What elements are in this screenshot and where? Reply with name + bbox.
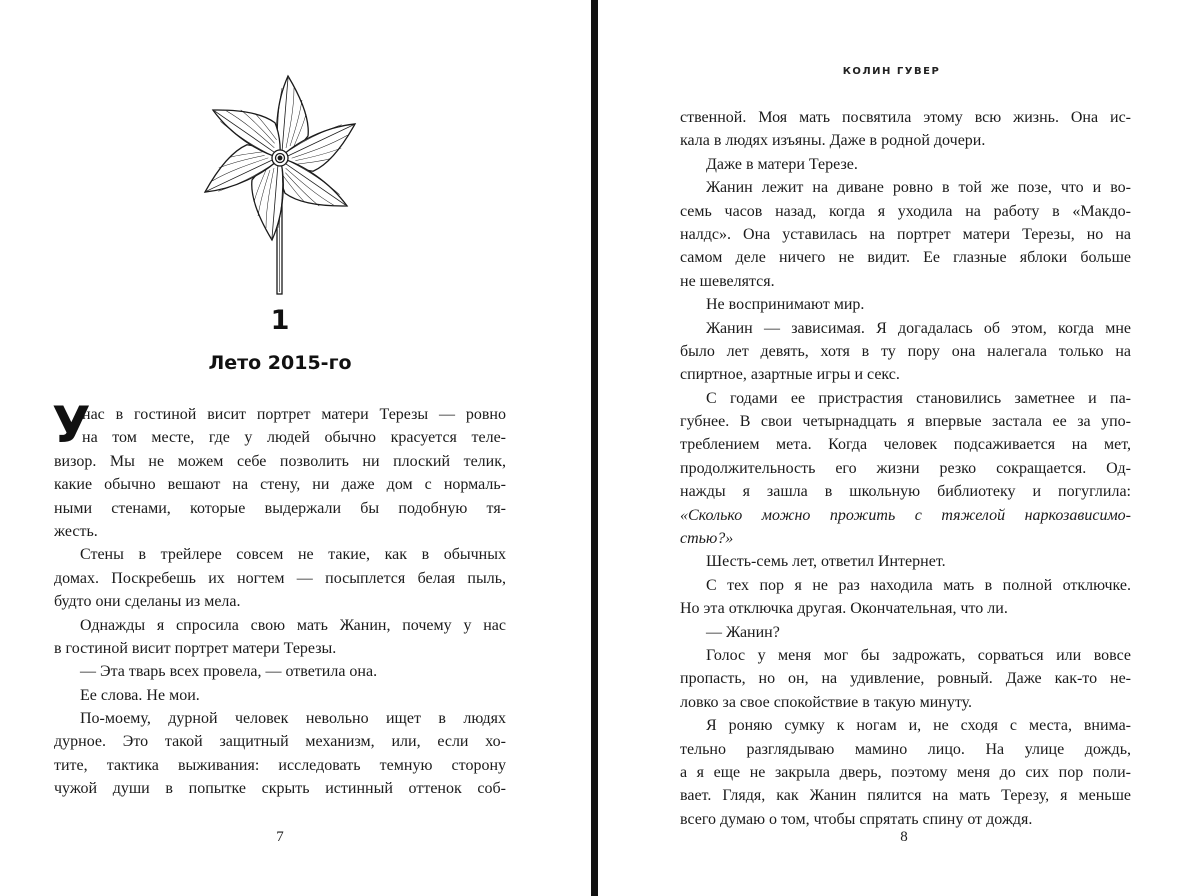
text-line: чужой души в попытке скрыть истинный оттенок соб- xyxy=(54,780,506,798)
text-line: домах. Поскребешь их ногтем — посыплется белая пыль, xyxy=(54,569,506,587)
right-page-text xyxy=(680,106,1131,831)
text-line: не шевелятся. xyxy=(680,272,775,290)
text-line: кала в людях изъяны. Даже в родной дочери. xyxy=(680,132,986,150)
text-line: Не воспринимают мир. xyxy=(706,296,865,314)
text-line: стью?» xyxy=(680,530,734,548)
text-line: нажды я зашла в школьную библиотеку и погуглила: xyxy=(680,483,1131,501)
running-head: КОЛИН ГУВЕР xyxy=(842,66,941,77)
text-line: ловко за свое спокойствие в такую минуту. xyxy=(680,693,973,711)
text-line: нас в гостиной висит портрет матери Терезы — ровно xyxy=(82,406,506,423)
text-line: Однажды я спросила свою мать Жанин, почему у нас xyxy=(80,616,506,634)
text-line: тельно разглядываю мамино лицо. На улице дождь, xyxy=(680,740,1131,758)
chapter-number: 1 xyxy=(270,305,290,336)
text-line: Даже в матери Терезе. xyxy=(706,155,858,173)
text-line: С годами ее пристрастия становились заметнее и па- xyxy=(706,389,1131,407)
page-number: 8 xyxy=(900,829,908,845)
text-line: «Сколько можно прожить с тяжелой наркозависимо- xyxy=(680,506,1131,524)
text-line: По-моему, дурной человек невольно ищет в людях xyxy=(80,710,506,728)
text-line: всего думаю о том, чтобы спрятать спину от дождя. xyxy=(680,810,1033,828)
text-line: будто они сделаны из мела. xyxy=(54,593,241,611)
pinwheel-icon xyxy=(190,68,370,296)
text-line: — Эта тварь всех провела, — ответила она. xyxy=(80,663,378,681)
text-line: тите, тактика выживания: исследовать темную сторону xyxy=(54,756,506,774)
text-line: на том месте, где у людей обычно красуется теле- xyxy=(82,429,506,447)
text-line: Но эта отключка другая. Окончательная, что ли. xyxy=(680,600,1008,618)
text-line: спиртное, азартные игры и секс. xyxy=(680,366,900,384)
text-line: треблением мета. Когда человек подсаживается на мет, xyxy=(680,436,1131,454)
text-line: жесть. xyxy=(54,522,98,540)
text-line: С тех пор я не раз находила мать в полной отключке. xyxy=(706,576,1131,594)
text-line: а я еще не закрыла дверь, поэтому меня до сих пор поли- xyxy=(680,763,1131,781)
text-line: — Жанин? xyxy=(706,623,780,641)
text-line: Я роняю сумку к ногам и, не сходя с места, внима- xyxy=(706,717,1131,735)
drop-cap: У xyxy=(52,396,91,454)
text-line: пропасть, но он, на удивление, ровный. Даже как-то не- xyxy=(680,670,1131,688)
chapter-title: Лето 2015-го xyxy=(208,352,352,374)
text-line: Шесть-семь лет, ответил Интернет. xyxy=(706,553,946,571)
text-line: вает. Глядя, как Жанин пялится на мать Терезу, я меньше xyxy=(680,787,1131,805)
text-line: было лет девять, хотя в ту пору она налегала только на xyxy=(680,342,1131,360)
text-line: Голос у меня мог бы задрожать, сорваться или вовсе xyxy=(706,646,1131,664)
left-page-text xyxy=(52,396,506,801)
text-line: налдс». Она уставилась на портрет матери Терезы, но на xyxy=(680,225,1131,243)
right-page xyxy=(598,0,1185,896)
text-line: Жанин — зависимая. Я догадалась об этом, когда мне xyxy=(706,319,1131,337)
text-line: продолжительность его жизни резко сокращается. Од- xyxy=(680,459,1131,477)
text-line: Жанин лежит на диване ровно в той же позе, что и во- xyxy=(706,179,1131,197)
text-line: Стены в трейлере совсем не такие, как в обычных xyxy=(80,546,506,564)
text-line: самом деле ничего не видит. Ее глазные яблоки больше xyxy=(680,249,1131,267)
text-line: ственной. Моя мать посвятила этому всю жизнь. Она ис- xyxy=(680,109,1131,126)
left-page xyxy=(0,0,591,896)
text-line: какие обычно вешают на стену, ни даже дом с нормаль- xyxy=(54,476,506,494)
text-line: дурное. Это такой защитный механизм, или, если хо- xyxy=(54,733,506,751)
text-line: визор. Мы не можем себе позволить ни плоский телик, xyxy=(54,452,506,470)
text-line: губнее. В свои четырнадцать я впервые застала ее за упо- xyxy=(680,413,1131,431)
text-line: в гостиной висит портрет матери Терезы. xyxy=(54,639,337,657)
text-line: семь часов назад, когда я уходила на работу в «Макдо- xyxy=(680,202,1131,220)
text-line: ными стенами, которые выдержали бы подобную тя- xyxy=(54,499,506,517)
text-line: Ее слова. Не мои. xyxy=(80,686,200,704)
page-number: 7 xyxy=(276,829,284,845)
book-gutter xyxy=(591,0,598,896)
